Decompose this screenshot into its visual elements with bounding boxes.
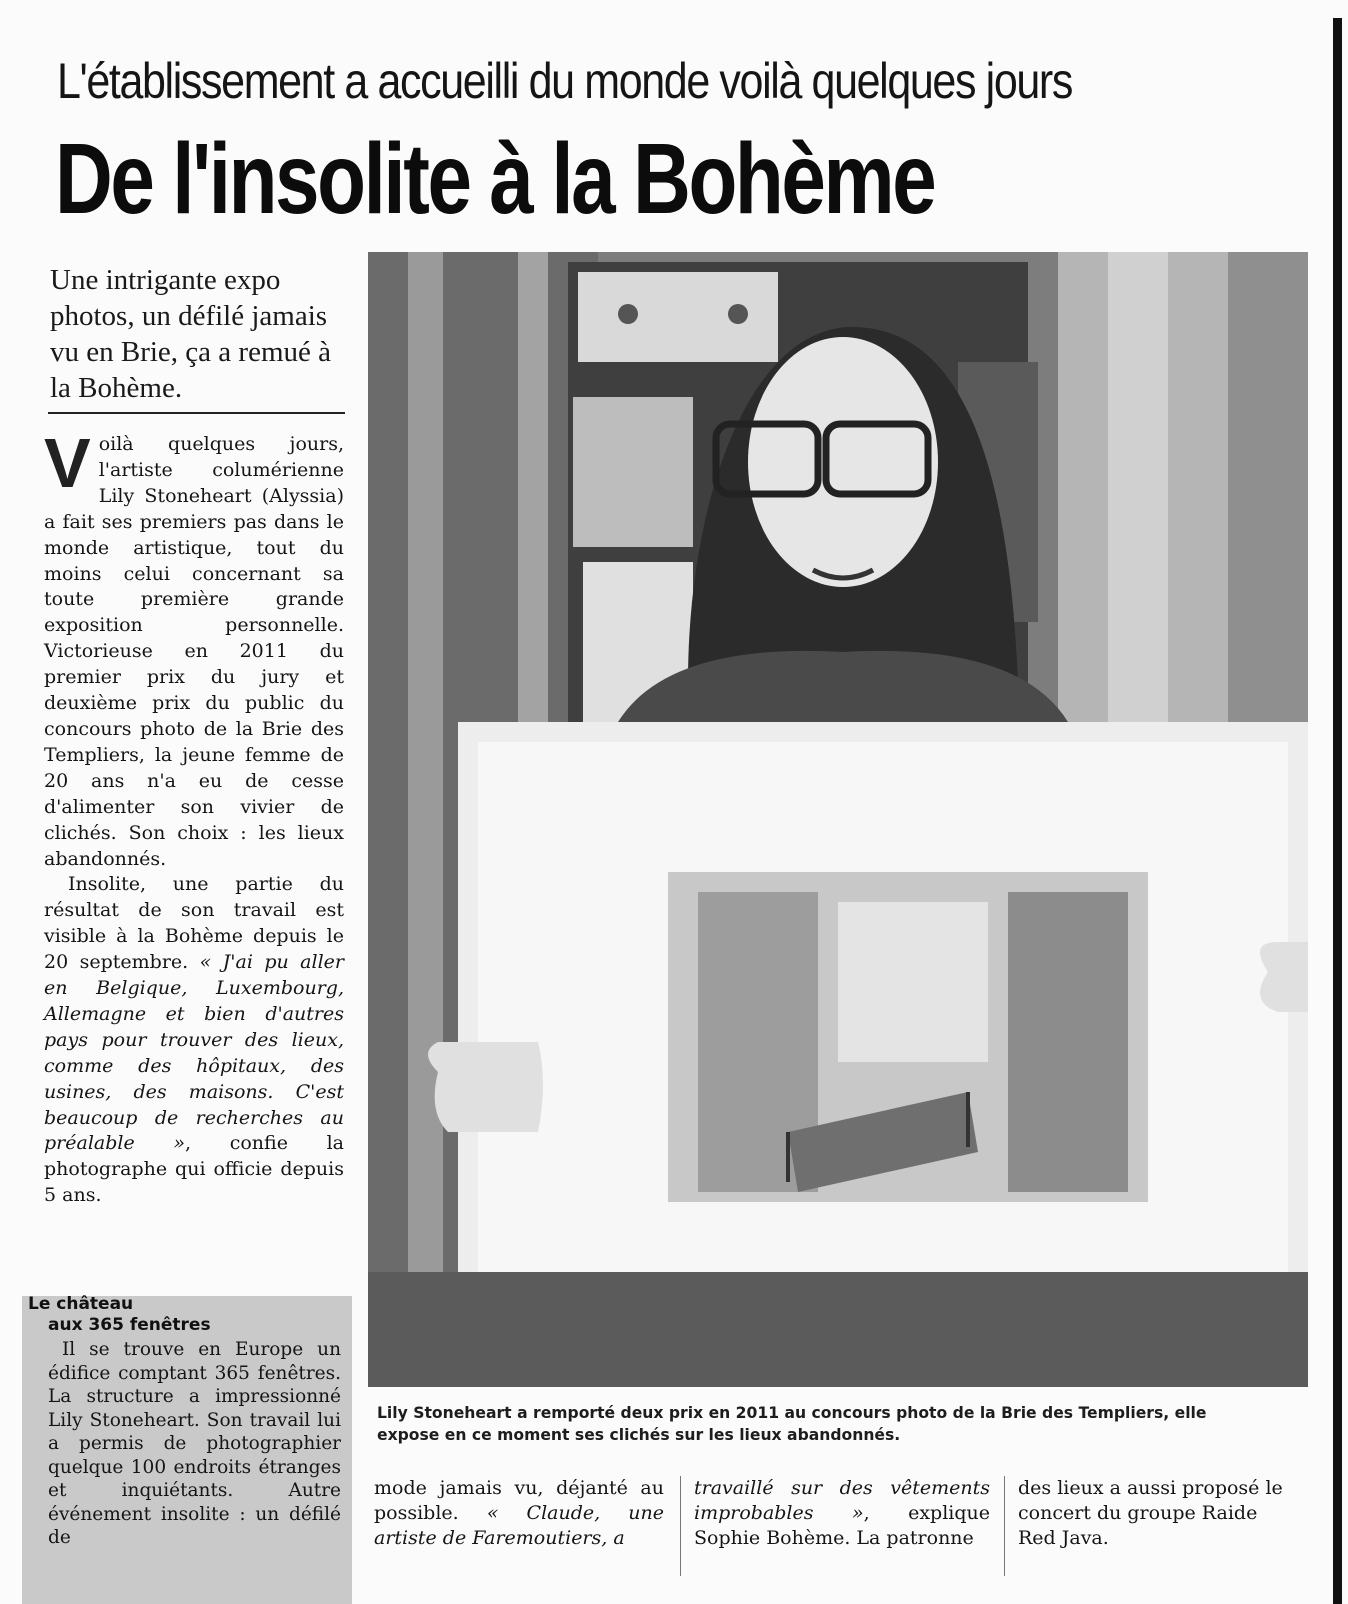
column-4-line-3: Red Java. — [1018, 1527, 1109, 1549]
body-column-2 — [374, 1476, 664, 1551]
column-divider — [1004, 1476, 1005, 1576]
column-3-quote: travaillé sur des vêtements improbables » — [694, 1477, 990, 1524]
drop-cap: V — [44, 424, 91, 502]
column-3-text: , explique Sophie Bohème. La patronne — [694, 1502, 991, 1549]
article-body-column — [44, 424, 344, 1209]
body-column-4 — [1018, 1476, 1313, 1551]
article-headline: De l'insolite à la Bohème — [55, 123, 935, 235]
paragraph-2-quote: « J'ai pu aller en Belgique, Luxembourg, Allemagne et bien d'autres pays pour trouver des lieux, comme des hôpitaux, des usines, des maisons. C'est beaucoup de recherches au préalable » — [44, 951, 344, 1155]
column-2-text: mode jamais vu, déjanté au possible. — [374, 1477, 664, 1524]
paragraph-2-start: Insolite, une partie du résultat de son travail est visible à la Bohème depuis le 20 septembre. — [44, 873, 344, 974]
column-divider — [680, 1476, 681, 1576]
sidebar-box-text: Il se trouve en Europe un édifice comptant 365 fenêtres. La structure a impressionné Lily Stoneheart. Son travail lui a permis de photographier quelque 100 endroits étranges et inquiétants. Autre événement insolite : un défilé de — [48, 1339, 341, 1548]
photo-caption — [377, 1402, 1312, 1446]
sidebar-box-title — [28, 1294, 348, 1336]
box-title-line-2: aux 365 fenêtres — [48, 1315, 211, 1335]
body-column-3 — [694, 1476, 990, 1551]
article-photo — [368, 252, 1308, 1387]
standfirst-rule — [48, 412, 345, 414]
page-edge-rule — [1333, 18, 1342, 1604]
photo-illustration — [368, 252, 1308, 1387]
column-2-quote: « Claude, une artiste de Faremoutiers, a — [374, 1502, 664, 1549]
column-4-line-2: concert du groupe Raide — [1018, 1502, 1258, 1524]
caption-line-1: Lily Stoneheart a remporté deux prix en 2011 au concours photo de la Brie des Templiers, elle — [377, 1404, 1207, 1422]
caption-line-2: expose en ce moment ses clichés sur les lieux abandonnés. — [377, 1426, 901, 1444]
paragraph-2-end: , confie la photographe qui officie depuis 5 ans. — [44, 1132, 344, 1207]
paragraph-1-text: oilà quelques jours, l'artiste columérienne Lily Stoneheart (Alyssia) a fait ses premiers pas dans le monde artistique, tout du moins celui concernant sa toute première grande exposition personnelle. Victorieuse en 2011 du premier prix du jury et deuxième prix du public du concours photo de la Brie des Templiers, la jeune femme de 20 ans n'a eu de cesse d'alimenter son vivier de clichés. Son choix : les lieux abandonnés. — [44, 433, 344, 870]
column-4-line-1: des lieux a aussi proposé le — [1018, 1477, 1283, 1499]
article-kicker: L'établissement a accueilli du monde voilà quelques jours — [57, 53, 1072, 109]
box-title-line-1: Le château — [28, 1294, 134, 1314]
article-standfirst: Une intrigante expo photos, un défilé jamais vu en Brie, ça a remué à la Bohème. — [50, 264, 331, 404]
body-paragraph-2 — [44, 872, 344, 1209]
body-paragraph-1 — [44, 424, 344, 872]
